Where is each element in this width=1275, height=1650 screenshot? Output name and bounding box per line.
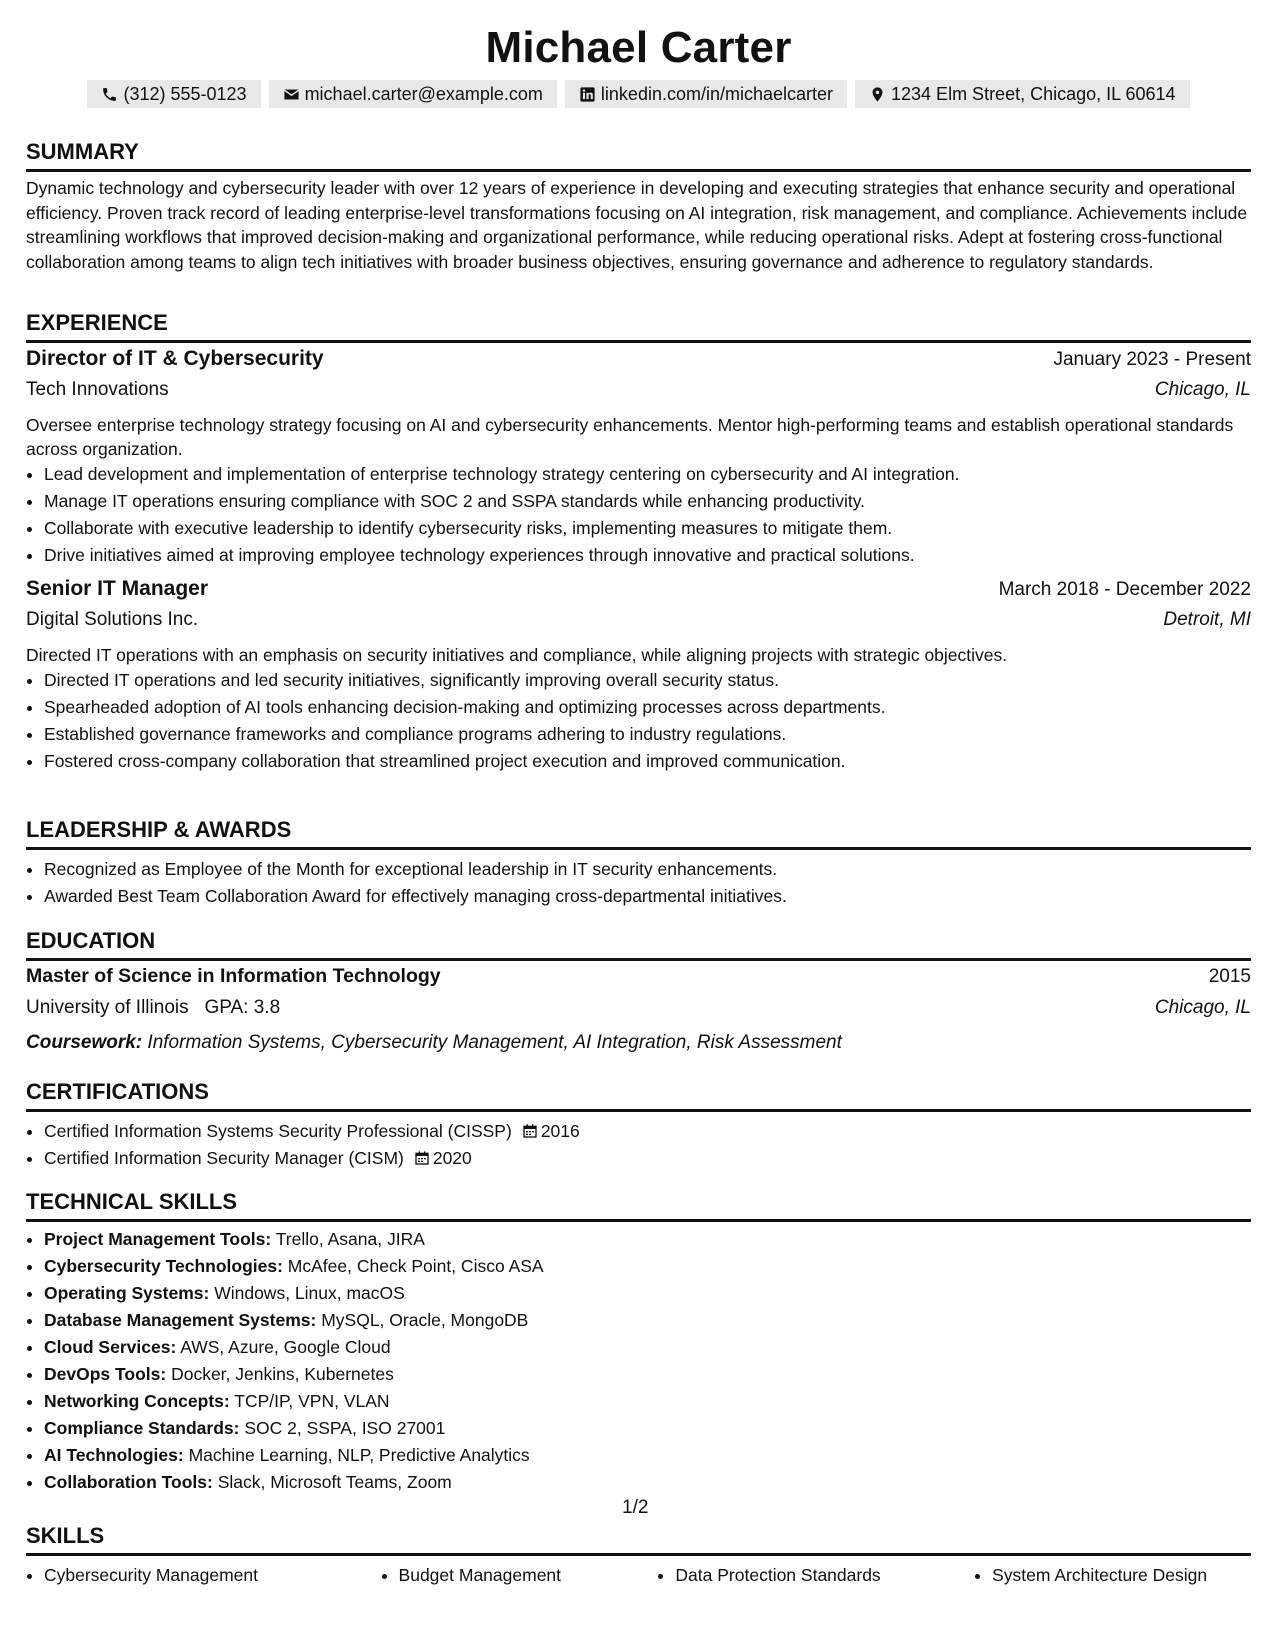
list-item: • Budget Management	[399, 1562, 658, 1589]
skills-list	[26, 1562, 1251, 1589]
job-description: Oversee enterprise technology strategy focusing on AI and cybersecurity enhancements. Mentor high-performing teams and establish operational standards across organization.	[26, 415, 1234, 459]
candidate-name: Michael Carter	[485, 23, 792, 72]
job-description: Directed IT operations with an emphasis on security initiatives and compliance, while aligning projects with strategic objectives.	[26, 645, 1008, 665]
skill-label: Cloud Services:	[44, 1337, 177, 1357]
address-chip	[855, 80, 1190, 108]
skill-value: McAfee, Check Point, Cisco ASA	[287, 1256, 544, 1276]
list-item: • Cybersecurity Management	[44, 1562, 381, 1589]
list-item: • Lead development and implementation of enterprise technology strategy centering on cybersecurity and AI integration.	[44, 461, 1251, 488]
list-item: • Awarded Best Team Collaboration Award for effectively managing cross-departmental initiatives.	[44, 883, 1251, 910]
job-title: Senior IT Manager	[26, 577, 209, 600]
school-name: University of Illinois	[26, 997, 189, 1018]
skill-value: Trello, Asana, JIRA	[275, 1229, 425, 1249]
list-item	[44, 1280, 1251, 1307]
list-item: • Spearheaded adoption of AI tools enhancing decision-making and optimizing processes across departments.	[44, 694, 1251, 721]
section-title-technical-skills: TECHNICAL SKILLS	[26, 1189, 238, 1214]
section-title-summary: SUMMARY	[26, 139, 139, 164]
skill-label: Project Management Tools:	[44, 1229, 272, 1249]
leadership-section	[26, 815, 1251, 910]
job-title: Director of IT & Cybersecurity	[26, 347, 324, 370]
job-company: Tech Innovations	[26, 379, 169, 400]
skill-value: Windows, Linux, macOS	[214, 1283, 405, 1303]
list-item	[44, 1145, 1251, 1172]
linkedin-icon	[579, 86, 596, 103]
calendar-icon	[522, 1123, 538, 1139]
job-entry	[26, 577, 1251, 775]
job-location: Detroit, MI	[1163, 609, 1251, 630]
technical-skills-section	[26, 1187, 1251, 1496]
summary-text: Dynamic technology and cybersecurity leader with over 12 years of experience in developing and executing strategies that enhance security and operational efficiency. Proven track record of leading enterprise-level transformations focusing on AI integration, risk management, and compliance. Achievements include streamlining workflows that improved decision-making and organizational performance, while reducing operational risks. Adept at fostering cross-functional collaboration among teams to align tech initiatives with broader business objectives, ensuring governance and adherence to regulatory standards.	[26, 178, 1248, 272]
leadership-bullets	[26, 856, 1251, 910]
degree: Master of Science in Information Technology	[26, 965, 441, 987]
list-item	[44, 1226, 1251, 1253]
list-item: • Collaborate with executive leadership to identify cybersecurity risks, implementing measures to mitigate them.	[44, 515, 1251, 542]
cert-name: Certified Information Security Manager (CISM)	[44, 1148, 404, 1168]
skill-label: Networking Concepts:	[44, 1391, 230, 1411]
skill-label: Database Management Systems:	[44, 1310, 317, 1330]
experience-section	[26, 308, 1251, 775]
section-divider	[26, 169, 1251, 172]
skill-value: AWS, Azure, Google Cloud	[180, 1337, 391, 1357]
list-item: • Recognized as Employee of the Month for exceptional leadership in IT security enhancements.	[44, 856, 1251, 883]
list-item	[44, 1307, 1251, 1334]
list-item	[44, 1388, 1251, 1415]
list-item: • Fostered cross-company collaboration that streamlined project execution and improved communication.	[44, 748, 1251, 775]
gpa: GPA: 3.8	[204, 997, 281, 1018]
job-entry	[26, 347, 1251, 569]
linkedin-text: linkedin.com/in/michaelcarter	[600, 84, 834, 104]
email-chip[interactable]	[269, 80, 557, 108]
list-item: • Directed IT operations and led security initiatives, significantly improving overall security status.	[44, 667, 1251, 694]
certifications-list	[26, 1118, 1251, 1172]
section-title-leadership: LEADERSHIP & AWARDS	[26, 817, 292, 842]
resume-page	[26, 0, 1251, 1585]
skill-label: AI Technologies:	[44, 1445, 184, 1465]
phone-icon	[101, 86, 118, 103]
job-bullets	[26, 461, 1251, 569]
skill-label: Collaboration Tools:	[44, 1472, 213, 1492]
list-item	[44, 1253, 1251, 1280]
section-divider	[26, 847, 1251, 850]
list-item: • Drive initiatives aimed at improving employee technology experiences through innovative and practical solutions.	[44, 542, 1251, 569]
cert-year: 2016	[540, 1121, 580, 1141]
list-item: • System Architecture Design	[992, 1562, 1251, 1589]
skill-value: Machine Learning, NLP, Predictive Analytics	[188, 1445, 530, 1465]
skill-label: Cybersecurity Technologies:	[44, 1256, 283, 1276]
skill-value: Slack, Microsoft Teams, Zoom	[217, 1472, 452, 1492]
school-location: Chicago, IL	[1154, 997, 1251, 1018]
section-title-skills: SKILLS	[26, 1523, 105, 1548]
list-item	[44, 1469, 1251, 1496]
phone-text: (312) 555-0123	[123, 84, 247, 104]
section-divider	[26, 340, 1251, 343]
list-item: • Manage IT operations ensuring compliance with SOC 2 and SSPA standards while enhancing productivity.	[44, 488, 1251, 515]
education-section	[26, 926, 1251, 1059]
cert-year: 2020	[432, 1148, 472, 1168]
job-dates: March 2018 - December 2022	[998, 579, 1251, 600]
contact-bar	[26, 80, 1251, 108]
job-dates: January 2023 - Present	[1053, 349, 1251, 370]
technical-skills-list	[26, 1226, 1251, 1496]
list-item: • Established governance frameworks and compliance programs adhering to industry regulations.	[44, 721, 1251, 748]
section-title-experience: EXPERIENCE	[26, 310, 168, 335]
map-pin-icon	[869, 86, 886, 103]
skill-value: TCP/IP, VPN, VLAN	[234, 1391, 390, 1411]
skill-label: Operating Systems:	[44, 1283, 210, 1303]
school-line	[26, 997, 280, 1019]
email-text: michael.carter@example.com	[304, 84, 543, 104]
list-item	[44, 1415, 1251, 1442]
skills-section	[26, 1521, 1251, 1589]
address-text: 1234 Elm Street, Chicago, IL 60614	[891, 84, 1176, 104]
list-item	[44, 1118, 1251, 1145]
job-company: Digital Solutions Inc.	[26, 609, 199, 630]
skill-value: MySQL, Oracle, MongoDB	[321, 1310, 529, 1330]
calendar-icon	[414, 1150, 430, 1166]
phone-chip[interactable]	[87, 80, 260, 108]
page-number: 1/2	[622, 1497, 649, 1518]
list-item	[44, 1361, 1251, 1388]
skill-value: Docker, Jenkins, Kubernetes	[171, 1364, 394, 1384]
certifications-section	[26, 1077, 1251, 1172]
job-location: Chicago, IL	[1154, 379, 1251, 400]
job-bullets	[26, 667, 1251, 775]
list-item: • Data Protection Standards	[675, 1562, 974, 1589]
skill-label: DevOps Tools:	[44, 1364, 167, 1384]
section-title-education: EDUCATION	[26, 928, 156, 953]
section-divider	[26, 1109, 1251, 1112]
section-divider	[26, 958, 1251, 961]
list-item	[44, 1442, 1251, 1469]
cert-name: Certified Information Systems Security Professional (CISSP)	[44, 1121, 512, 1141]
coursework	[26, 1027, 1251, 1059]
linkedin-chip[interactable]	[565, 80, 847, 108]
coursework-text: Information Systems, Cybersecurity Management, AI Integration, Risk Assessment	[147, 1032, 842, 1053]
graduation-year: 2015	[1208, 966, 1251, 987]
skill-label: Compliance Standards:	[44, 1418, 240, 1438]
section-divider	[26, 1219, 1251, 1222]
section-divider	[26, 1553, 1251, 1556]
list-item	[44, 1334, 1251, 1361]
coursework-label: Coursework:	[26, 1032, 143, 1053]
skill-value: SOC 2, SSPA, ISO 27001	[244, 1418, 446, 1438]
envelope-icon	[283, 86, 300, 103]
summary-section	[26, 137, 1251, 274]
section-title-certifications: CERTIFICATIONS	[26, 1079, 209, 1104]
